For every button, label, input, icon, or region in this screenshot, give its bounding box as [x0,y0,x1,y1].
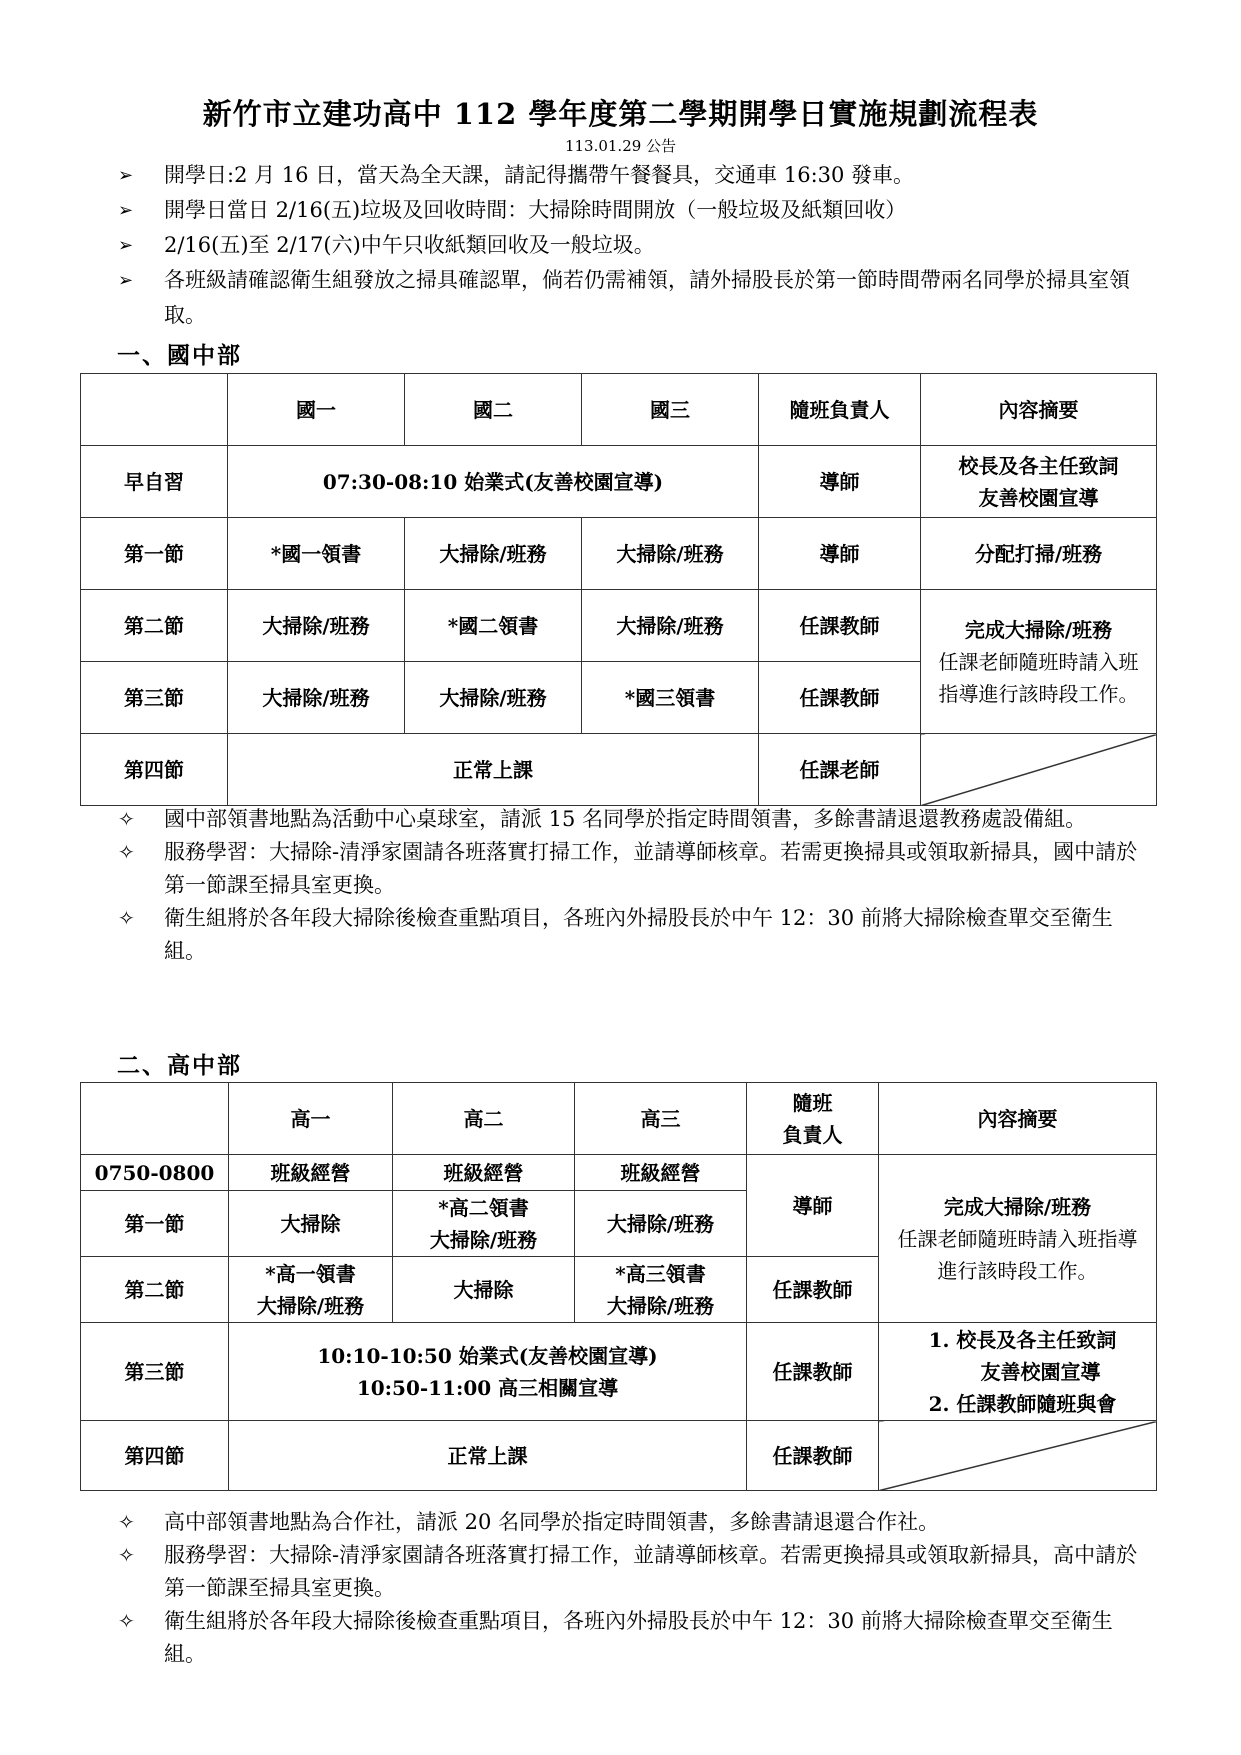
diagonal-empty-cell [879,1421,1157,1491]
cell: *高二領書 大掃除/班務 [393,1191,575,1257]
period-cell: 第二節 [81,590,228,662]
senior-notes [118,1506,1148,1671]
summary-cell: 校長及各主任致詞 友善校園宣導 [921,446,1157,518]
table-row [81,446,1157,518]
responsible-cell: 任課教師 [759,662,921,734]
period-cell: 第四節 [81,1421,229,1491]
header-cell: 國三 [582,374,759,446]
period-cell: 第三節 [81,1323,229,1421]
diagonal-empty-cell [921,734,1157,806]
cell: 大掃除 [229,1191,393,1257]
responsible-cell: 任課教師 [759,590,921,662]
note-item: ✧ 高中部領書地點為合作社，請派 20 名同學於指定時間領書，多餘書請退還合作社。 [118,1506,1148,1539]
period-cell: 第四節 [81,734,228,806]
responsible-cell: 任課教師 [747,1421,879,1491]
senior-heading: 二、高中部 [117,1052,242,1079]
note-item: ➢ 各班級請確認衛生組發放之掃具確認單，倘若仍需補領，請外掃股長於第一節時間帶兩名同學於掃具室領取。 [118,263,1148,333]
cell: 大掃除/班務 [575,1191,747,1257]
header-cell [81,1083,229,1155]
header-cell: 高三 [575,1083,747,1155]
period-cell: 第一節 [81,518,228,590]
diamond-bullet-icon: ✧ [118,807,135,831]
note-item: ✧ 衛生組將於各年段大掃除後檢查重點項目，各班內外掃股長於中午 12：30 前將大掃除檢查單交至衛生組。 [118,1605,1148,1671]
table-header-row [81,374,1157,446]
note-item: ➢ 開學日:2 月 16 日，當天為全天課，請記得攜帶午餐餐具，交通車 16:30 發車。 [118,158,1148,193]
diamond-bullet-icon: ✧ [118,1609,135,1633]
table-row [81,590,1157,662]
responsible-cell: 任課教師 [747,1323,879,1421]
cell: 大掃除/班務 [582,518,759,590]
general-notes [118,158,1148,333]
merged-cell: 正常上課 [229,1421,747,1491]
responsible-cell: 導師 [747,1155,879,1257]
cell: 班級經營 [229,1155,393,1191]
period-cell: 第二節 [81,1257,229,1323]
arrow-bullet-icon: ➢ [118,200,134,221]
cell: 大掃除/班務 [228,662,405,734]
responsible-cell: 導師 [759,518,921,590]
period-cell: 第三節 [81,662,228,734]
cell: 班級經營 [575,1155,747,1191]
cell: 大掃除/班務 [405,662,582,734]
diamond-bullet-icon: ✧ [118,1510,135,1534]
cell: *國三領書 [582,662,759,734]
period-cell: 0750-0800 [81,1155,229,1191]
table-row [81,1421,1157,1491]
cell: 大掃除/班務 [228,590,405,662]
period-cell: 第一節 [81,1191,229,1257]
diamond-bullet-icon: ✧ [118,840,135,864]
header-cell: 高二 [393,1083,575,1155]
summary-list-cell: 1. 校長及各主任致詞 友善校園宣導 2. 任課教師隨班與會 [879,1323,1157,1421]
header-cell: 隨班 負責人 [747,1083,879,1155]
header-cell: 國二 [405,374,582,446]
header-cell: 國一 [228,374,405,446]
merged-cell: 07:30-08:10 始業式(友善校園宣導) [228,446,759,518]
header-cell: 內容摘要 [879,1083,1157,1155]
arrow-bullet-icon: ➢ [118,235,134,256]
merged-cell: 正常上課 [228,734,759,806]
summary-cell: 完成大掃除/班務 任課老師隨班時請入班指導進行該時段工作。 [921,590,1157,734]
senior-schedule-table [80,1082,1157,1491]
cell: *高三領書 大掃除/班務 [575,1257,747,1323]
responsible-cell: 任課教師 [747,1257,879,1323]
header-cell: 高一 [229,1083,393,1155]
note-item: ✧ 衛生組將於各年段大掃除後檢查重點項目，各班內外掃股長於中午 12：30 前將大掃除檢查單交至衛生組。 [118,902,1148,968]
cell: *高一領書 大掃除/班務 [229,1257,393,1323]
merged-cell: 10:10-10:50 始業式(友善校園宣導) 10:50-11:00 高三相關宣導 [229,1323,747,1421]
document-title: 新竹市立建功高中 112 學年度第二學期開學日實施規劃流程表 [202,97,1039,131]
header-cell: 內容摘要 [921,374,1157,446]
period-cell: 早自習 [81,446,228,518]
table-row [81,1323,1157,1421]
cell: 大掃除/班務 [405,518,582,590]
cell: 大掃除/班務 [582,590,759,662]
diamond-bullet-icon: ✧ [118,906,135,930]
table-header-row [81,1083,1157,1155]
responsible-cell: 任課老師 [759,734,921,806]
announce-date: 113.01.29 公告 [564,137,677,155]
diamond-bullet-icon: ✧ [118,1543,135,1567]
header-cell [81,374,228,446]
note-item: ➢ 2/16(五)至 2/17(六)中午只收紙類回收及一般垃圾。 [118,228,1148,263]
header-cell: 隨班負責人 [759,374,921,446]
table-row [81,734,1157,806]
summary-cell: 分配打掃/班務 [921,518,1157,590]
table-row [81,1155,1157,1191]
table-row [81,518,1157,590]
note-item: ➢ 開學日當日 2/16(五)垃圾及回收時間：大掃除時間開放（一般垃圾及紙類回收） [118,193,1148,228]
arrow-bullet-icon: ➢ [118,165,134,186]
cell: *國二領書 [405,590,582,662]
responsible-cell: 導師 [759,446,921,518]
cell: 大掃除 [393,1257,575,1323]
arrow-bullet-icon: ➢ [118,270,134,291]
note-item: ✧ 服務學習：大掃除-清淨家園請各班落實打掃工作，並請導師核章。若需更換掃具或領取新掃具，國中請於第一節課至掃具室更換。 [118,836,1148,902]
note-item: ✧ 服務學習：大掃除-清淨家園請各班落實打掃工作，並請導師核章。若需更換掃具或領取新掃具，高中請於第一節課至掃具室更換。 [118,1539,1148,1605]
junior-heading: 一、國中部 [117,342,242,369]
cell: 班級經營 [393,1155,575,1191]
junior-notes [118,803,1148,968]
cell: *國一領書 [228,518,405,590]
summary-cell: 完成大掃除/班務 任課老師隨班時請入班指導進行該時段工作。 [879,1155,1157,1323]
note-item: ✧ 國中部領書地點為活動中心桌球室，請派 15 名同學於指定時間領書，多餘書請退還教務處設備組。 [118,803,1148,836]
junior-schedule-table [80,373,1157,806]
